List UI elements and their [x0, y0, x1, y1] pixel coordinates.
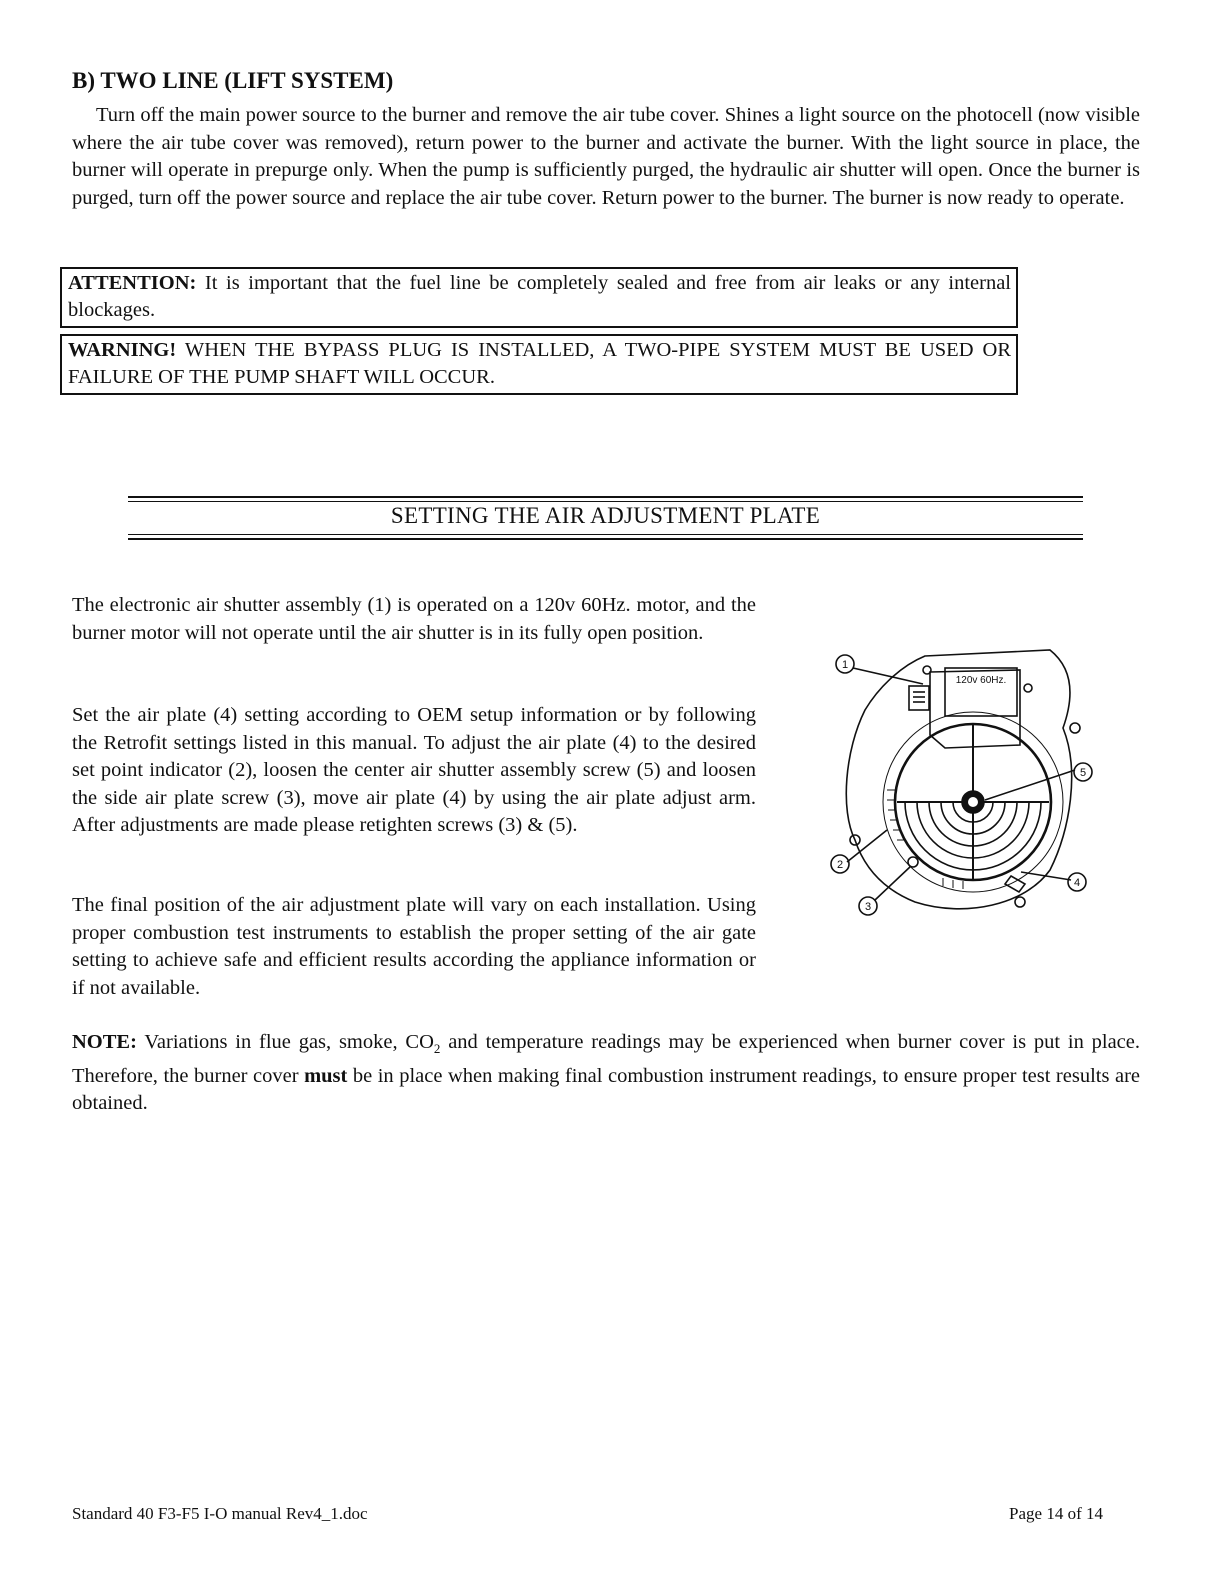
footer-page-number: Page 14 of 14: [1009, 1504, 1103, 1523]
title-rule-bottom: [128, 534, 1083, 540]
callout-3: 3: [864, 901, 872, 913]
burner-housing-outline: [846, 650, 1071, 909]
mount-hole-bottom: [1015, 897, 1025, 907]
note-emphasis: must: [304, 1064, 348, 1087]
attention-box: [60, 267, 1018, 328]
co2-subscript: 2: [433, 1041, 441, 1057]
air-shutter-diagram: [825, 640, 1100, 925]
mount-hole-top: [923, 666, 931, 674]
air-plate-section-title: [128, 496, 1083, 540]
title-rule-top: [128, 496, 1083, 502]
callout-2: 2: [836, 859, 844, 871]
callout-5: 5: [1079, 767, 1087, 779]
attention-text: It is important that the fuel line be completely sealed and free from air leaks or any internal blockages.: [68, 272, 1011, 321]
air-plate-final-position: The final position of the air adjustment plate will vary on each installation. Using proper combustion test instruments to establish the proper setting of the air gate setting to achieve safe and efficient results according the appliance information or if not available.: [72, 894, 756, 999]
attention-label: ATTENTION:: [68, 272, 197, 294]
air-shutter-description: The electronic air shutter assembly (1) is operated on a 120v 60Hz. motor, and the burner motor will not operate until the air shutter is in its fully open position.: [72, 594, 756, 644]
mount-hole-ear: [1070, 723, 1080, 733]
air-plate-adjust-arm: [1005, 876, 1025, 892]
note-text-b: and temperature readings may be experienced when burner cover is put in place. Therefore, the burner cover: [72, 1031, 1140, 1087]
footer-document-name: Standard 40 F3-F5 I-O manual Rev4_1.doc: [72, 1504, 368, 1523]
side-plate-screw: [908, 857, 918, 867]
note-text-a: Variations in flue gas, smoke, CO: [136, 1031, 434, 1053]
note-paragraph: [72, 1029, 1140, 1118]
warning-text: WHEN THE BYPASS PLUG IS INSTALLED, A TWO-PIPE SYSTEM MUST BE USED OR FAILURE OF THE PUMP SHAFT WILL OCCUR.: [68, 339, 1011, 388]
air-plate-title-text: SETTING THE AIR ADJUSTMENT PLATE: [390, 503, 821, 528]
motor-rating-label: 120v 60Hz.: [955, 675, 1007, 686]
callout-1: 1: [841, 659, 849, 671]
two-line-instructions: Turn off the main power source to the burner and remove the air tube cover. Shines a light source on the photocell (now visible where the air tube cover was removed), return power to the burner and activate the burner. With the light source in place, the burner will operate in prepurge only. When the pump is sufficiently purged, the hydraulic air shutter will open. Once the burner is purged, turn off the power source and replace the air tube cover. Return power to the burner. The burner is now ready to operate.: [72, 104, 1140, 209]
callout-4: 4: [1073, 877, 1081, 889]
air-shutter-svg: [825, 640, 1100, 925]
note-label: NOTE:: [72, 1031, 137, 1053]
note-text-c: be in place when making final combustion instrument readings, to ensure proper test results are obtained.: [72, 1064, 1140, 1115]
air-plate-adjust-steps: Set the air plate (4) setting according to OEM setup information or by following the Retrofit settings listed in this manual. To adjust the air plate (4) to the desired set point indicator (2), loosen the center air shutter assembly screw (5) and loosen the side air plate screw (3), move air plate (4) by using the air plate adjust arm. After adjustments are made please retighten screws (3) & (5).: [72, 704, 756, 836]
warning-box: [60, 334, 1018, 395]
terminal-box: [909, 686, 929, 710]
section-heading-two-line: B) TWO LINE (LIFT SYSTEM): [72, 68, 394, 93]
warning-label: WARNING!: [68, 339, 177, 361]
mount-hole-right: [1024, 684, 1032, 692]
